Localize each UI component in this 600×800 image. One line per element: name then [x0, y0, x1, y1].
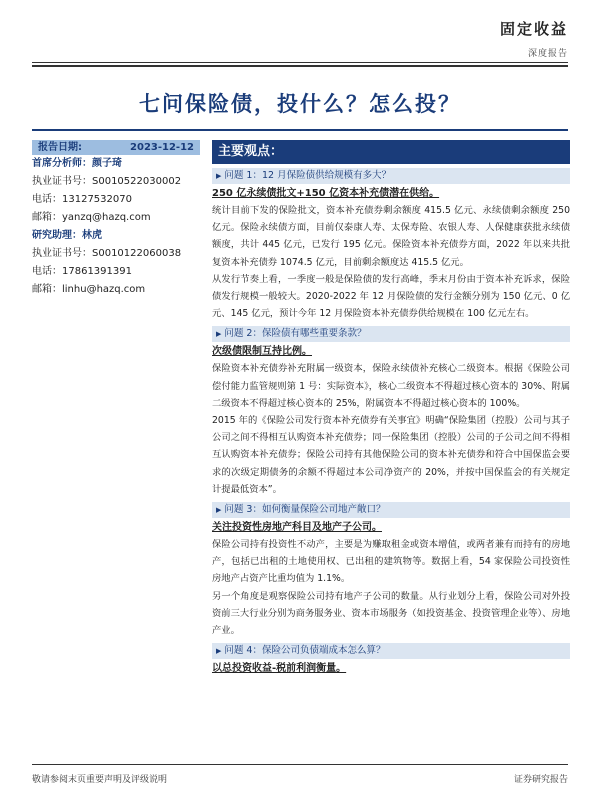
footer-disclaimer: 敬请参阅末页重要声明及评级说明 — [32, 775, 168, 785]
question-1-answer: 250 亿永续债批文+150 亿资本补充债潜在供给。 — [212, 188, 440, 199]
question-1 — [212, 168, 570, 184]
question-3-paragraph-2: 另一个角度是观察保险公司持有地产子公司的数量。从行业划分上看，保险公司对外投资前三大行业分别为商务服务业、资本市场服务（如投资基金、投资管理企业等）、房地产业。 — [212, 590, 570, 637]
question-3-label: 问题 3：如何衡量保险公司地产敞口？ — [224, 504, 386, 516]
question-2 — [212, 326, 570, 342]
question-4-label: 问题 4：保险公司负债端成本怎么算？ — [224, 645, 386, 657]
question-3-answer: 关注投资性房地产科目及地产子公司。 — [212, 522, 382, 534]
question-2-label: 问题 2：保险债有哪些重要条款？ — [224, 328, 367, 340]
header-divider — [32, 62, 568, 63]
analyst-role: 首席分析师：颜子琦 — [32, 158, 122, 169]
assistant-email[interactable]: 邮箱：linhu@hazq.com — [32, 284, 146, 295]
title-divider — [32, 129, 568, 131]
report-subcategory: 深度报告 — [527, 49, 568, 59]
assistant-license: 执业证书号：S0010122060038 — [32, 248, 182, 259]
report-title: 七问保险债，投什么？怎么投？ — [139, 92, 461, 116]
triangle-bullet-icon: ▶ — [216, 172, 222, 180]
question-1-label: 问题 1：12 月保险债供给规模有多大？ — [224, 170, 392, 181]
analyst-email[interactable]: 邮箱：yanzq@hazq.com — [32, 212, 151, 223]
sidebar — [32, 140, 200, 299]
triangle-bullet-icon: ▶ — [216, 506, 222, 515]
triangle-bullet-icon: ▶ — [216, 647, 222, 656]
footer-divider — [32, 764, 568, 765]
footer-label: 证券研究报告 — [513, 775, 568, 785]
question-1-paragraph-2: 从发行节奏上看，一季度一般是保险债的发行高峰，季末月份由于资本补充诉求，保险债发行规模一般较大。2020-2022 年 12 月保险债的发行金额分别为 150 亿元、0 亿元、145 亿元，预计今年 12 月保险资本补充债券供给规模在 100 亿元左右。 — [212, 273, 570, 320]
question-2-answer: 次级债限制互持比例。 — [212, 346, 312, 358]
question-3 — [212, 502, 570, 518]
header-divider-thick — [32, 65, 568, 67]
question-2-paragraph-2: 2015 年的《保险公司发行资本补充债券有关事宜》明确“保险集团（控股）公司与其子公司之间不得相互认购资本补充债券；同一保险集团（控股）公司的子公司之间不得相互认购资本补充债券；保险公司持有其他保险公司的资本补充债券和符合中国保监会要求的次级定期债务的余额不得超过本公司净资产的 20%，并按中国保监会的有关规定计提最低资本”。 — [212, 415, 570, 495]
main-points-heading: 主要观点： — [212, 140, 570, 164]
analyst-license: 执业证书号：S0010522030002 — [32, 176, 182, 187]
question-4 — [212, 643, 570, 659]
assistant-role: 研究助理：林虎 — [32, 230, 102, 241]
question-1-paragraph-1: 统计目前下发的保险批文，资本补充债券剩余额度 415.5 亿元、永续债剩余额度 250 亿元。保险永续债方面，目前仅泰康人寿、太保寿险、农银人寿、人保健康获批永续债额度，共计 445 亿元，已发行 195 亿元。保险资本补充债券方面，2022 年以来共批复资本补充债券 1074.5 亿元，目前剩余额度达 415.5 亿元。 — [212, 205, 570, 268]
report-date-label: 报告日期: — [38, 142, 82, 153]
report-date-bar — [32, 140, 200, 155]
question-3-paragraph-1: 保险公司持有投资性不动产，主要是为赚取租金或资本增值，或两者兼有而持有的房地产，包括已出租的土地使用权、已出租的建筑物等。数据上看，54 家保险公司投资性房地产占资产比重均值为 1.1%。 — [212, 539, 570, 585]
triangle-bullet-icon: ▶ — [216, 330, 222, 339]
report-date-value: 2023-12-12 — [130, 142, 194, 153]
main-points — [212, 140, 570, 677]
report-category: 固定收益 — [499, 20, 568, 38]
assistant-phone: 电话：17861391391 — [32, 266, 132, 277]
analyst-phone: 电话：13127532070 — [32, 194, 132, 205]
question-4-answer: 以总投资收益-税前利润衡量。 — [212, 663, 347, 675]
question-2-paragraph-1: 保险资本补充债券补充附属一级资本，保险永续债补充核心二级资本。根据《保险公司偿付能力监管规则第 1 号：实际资本》，核心二级资本不得超过核心资本的 30%、附属二级资本不得超过核心资本的 25%，附属资本不得超过核心资本的 100%。 — [212, 363, 570, 409]
